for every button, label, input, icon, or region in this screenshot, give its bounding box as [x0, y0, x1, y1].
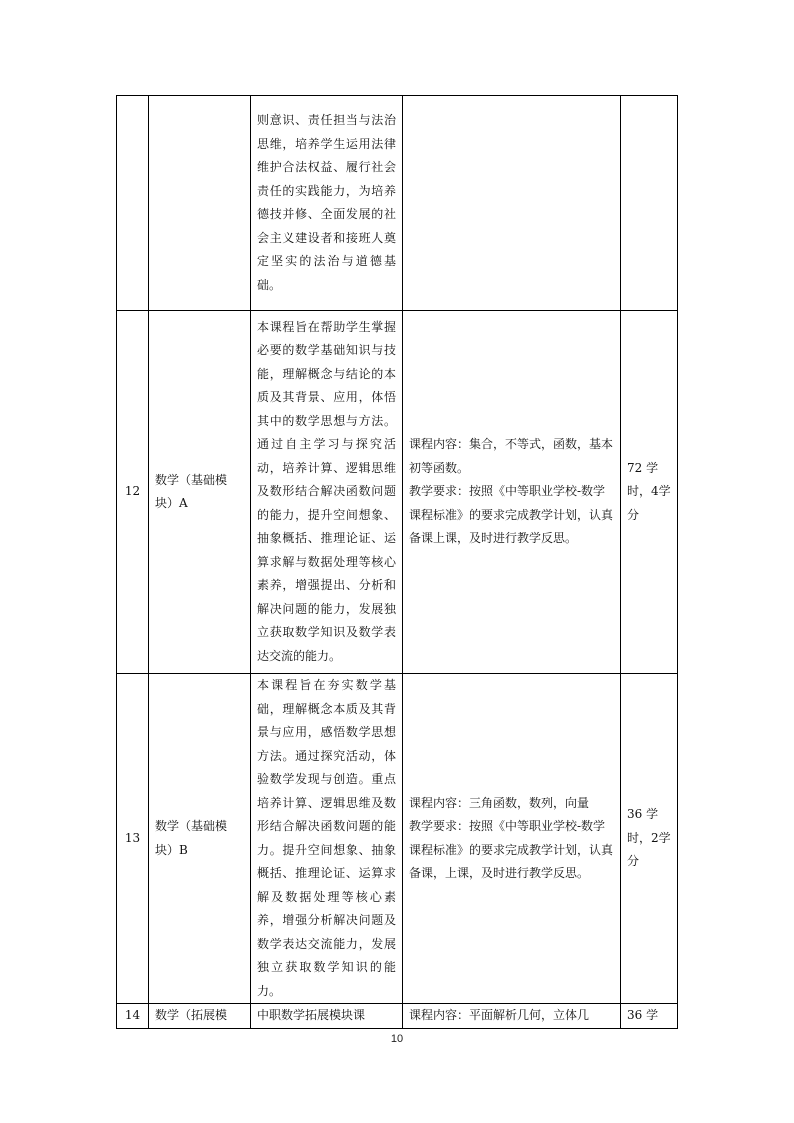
row-number: 13	[117, 674, 149, 1004]
course-requirements	[403, 311, 621, 674]
table-row	[117, 96, 678, 311]
course-content: 课程内容：平面解析几何，立体几	[409, 1008, 590, 1022]
course-goal: 中职数学拓展模块课	[251, 1004, 403, 1029]
course-name: 数学（拓展模	[149, 1004, 251, 1029]
course-goal: 本课程旨在夯实数学基础，理解概念本质及其背景与应用，感悟数学思想方法。通过探究活动，体验数学发现与创造。重点培养计算、逻辑思维及数形结合解决函数问题的能力。提升空间想象、抽象概括、推理论证、运算求解及数据处理等核心素养，增强分析解决问题及数学表达交流能力，发展独立获取数学知识的能力。	[251, 674, 403, 1004]
page-number: 10	[390, 1033, 404, 1045]
course-goal: 则意识、责任担当与法治思维，培养学生运用法律维护合法权益、履行社会责任的实践能力，为培养德技并修、全面发展的社会主义建设者和接班人奠定坚实的法治与道德基础。	[251, 96, 403, 311]
course-content: 课程内容：集合，不等式，函数，基本初等函数。	[409, 437, 614, 475]
table-row	[117, 674, 678, 1004]
course-requirements	[403, 674, 621, 1004]
course-requirements	[403, 1004, 621, 1029]
row-number	[117, 96, 149, 311]
course-hours: 36 学	[621, 1004, 678, 1029]
course-name: 数学（基础模块）B	[149, 674, 251, 1004]
course-hours: 72 学时，4学分	[621, 311, 678, 674]
course-hours	[621, 96, 678, 311]
row-number: 12	[117, 311, 149, 674]
table-row	[117, 311, 678, 674]
teaching-requirements: 教学要求：按照《中等职业学校-数学课程标准》的要求完成教学计划，认真备课上课，及时进行教学反思。	[409, 484, 614, 546]
teaching-requirements: 教学要求：按照《中等职业学校-数学课程标准》的要求完成教学计划，认真备课，上课，及时进行教学反思。	[409, 819, 614, 880]
course-requirements	[403, 96, 621, 311]
curriculum-table	[116, 95, 678, 1029]
row-number: 14	[117, 1004, 149, 1029]
course-goal: 本课程旨在帮助学生掌握必要的数学基础知识与技能，理解概念与结论的本质及其背景、应用，体悟其中的数学思想与方法。通过自主学习与探究活动，培养计算、逻辑思维及数形结合解决函数问题的能力，提升空间想象、抽象概括、推理论证、运算求解与数据处理等核心素养，增强提出、分析和解决问题的能力，发展独立获取数学知识及数学表达交流的能力。	[251, 311, 403, 674]
table-row	[117, 1004, 678, 1029]
course-name	[149, 96, 251, 311]
course-name: 数学（基础模块）A	[149, 311, 251, 674]
course-hours: 36 学时，2学分	[621, 674, 678, 1004]
course-content: 课程内容：三角函数，数列，向量	[409, 795, 590, 810]
